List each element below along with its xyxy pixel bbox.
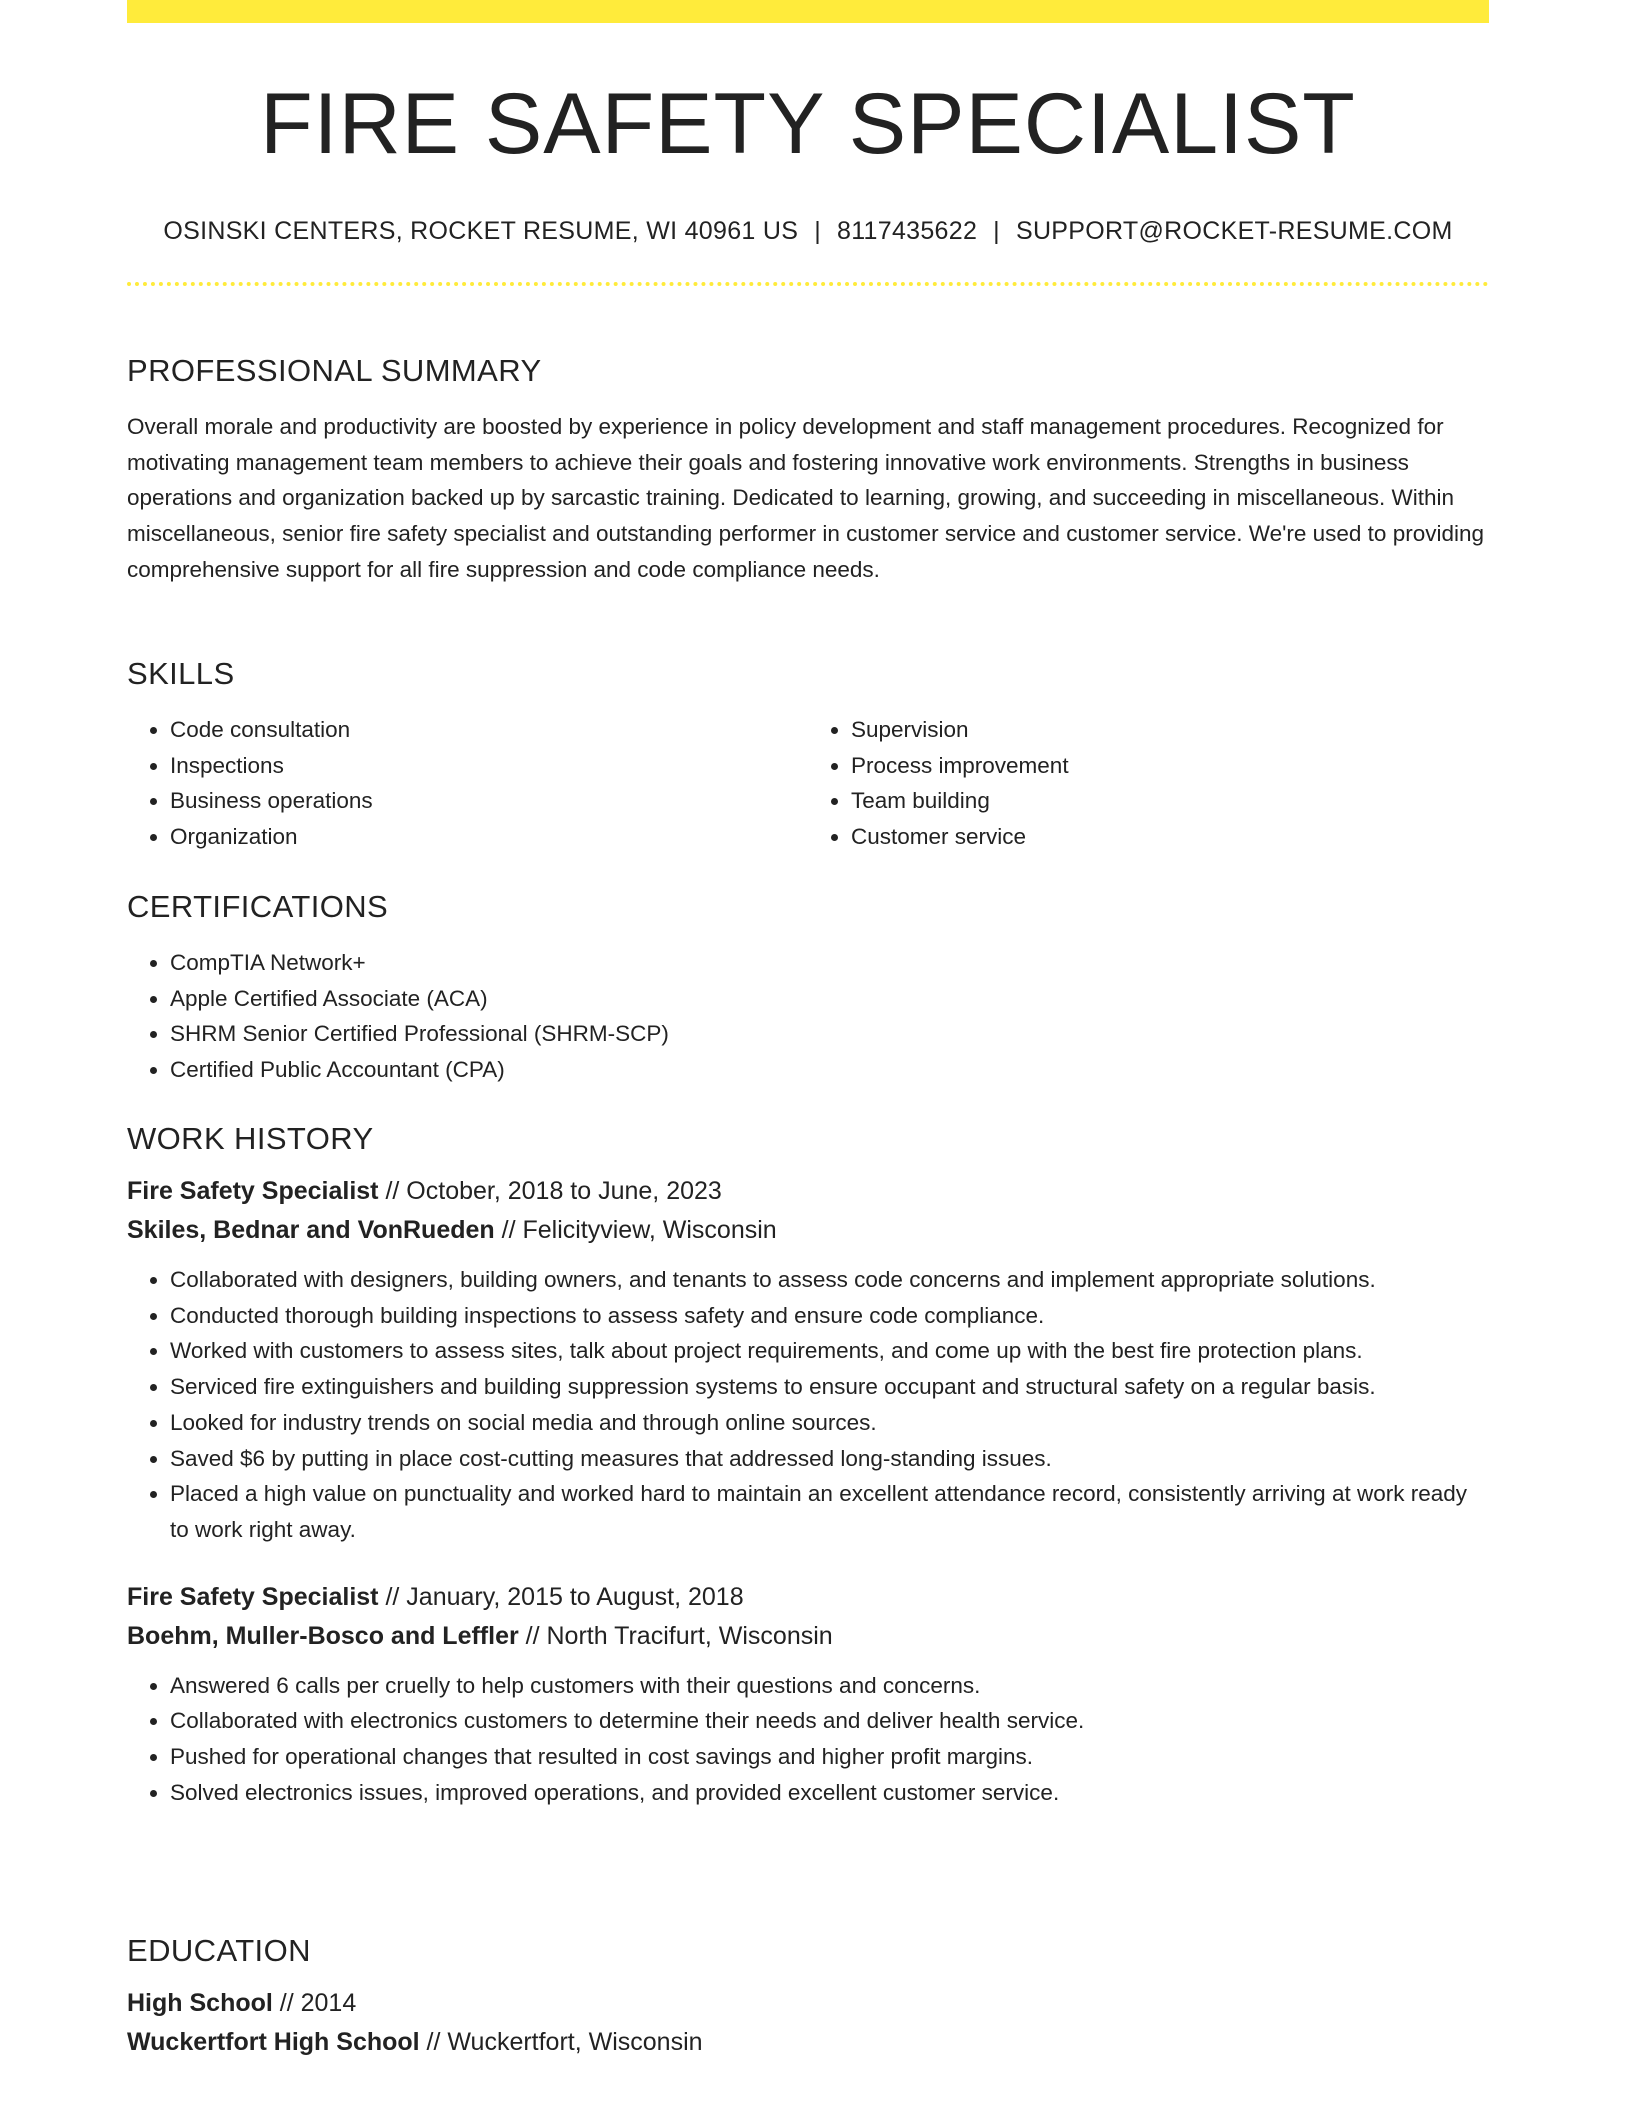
skills-section bbox=[127, 658, 1489, 855]
certifications-section bbox=[127, 891, 1489, 1088]
list-item: • Certified Public Accountant (CPA) bbox=[170, 1052, 1489, 1088]
contact-separator: | bbox=[993, 217, 1000, 245]
section-title-certifications: CERTIFICATIONS bbox=[127, 889, 389, 924]
job-company-line bbox=[127, 1617, 1489, 1656]
list-item: • Customer service bbox=[851, 819, 1489, 855]
job-entry bbox=[127, 1578, 1489, 1811]
list-item: • Pushed for operational changes that resulted in cost savings and higher profit margins. bbox=[170, 1739, 1489, 1775]
section-title-summary: PROFESSIONAL SUMMARY bbox=[127, 353, 542, 388]
dotted-divider bbox=[127, 282, 1489, 286]
job-entry bbox=[127, 1172, 1489, 1548]
top-accent-bar bbox=[127, 0, 1489, 23]
job-dates: // October, 2018 to June, 2023 bbox=[378, 1177, 722, 1205]
education-location: // Wuckertfort, Wisconsin bbox=[419, 2028, 703, 2056]
job-location: // North Tracifurt, Wisconsin bbox=[518, 1621, 833, 1650]
section-title-work-history: WORK HISTORY bbox=[127, 1121, 374, 1156]
job-title-line bbox=[127, 1578, 1489, 1617]
contact-phone: 8117435622 bbox=[836, 217, 978, 245]
list-item: • Conducted thorough building inspections to assess safety and ensure code compliance. bbox=[170, 1298, 1489, 1334]
list-item: • Organization bbox=[170, 819, 808, 855]
job-bullets bbox=[127, 1262, 1489, 1548]
list-item: • Inspections bbox=[170, 748, 808, 784]
list-item: • Team building bbox=[851, 783, 1489, 819]
work-history-section bbox=[127, 1123, 1489, 1810]
job-company-line bbox=[127, 1211, 1489, 1250]
job-company: Skiles, Bednar and VonRueden bbox=[127, 1216, 495, 1244]
list-item: • Collaborated with electronics customers to determine their needs and deliver health service. bbox=[170, 1703, 1489, 1739]
job-role: Fire Safety Specialist bbox=[127, 1177, 379, 1205]
list-item: • CompTIA Network+ bbox=[170, 945, 1489, 981]
summary-section bbox=[127, 355, 1489, 588]
list-item: • Process improvement bbox=[851, 748, 1489, 784]
list-item: • Saved $6 by putting in place cost-cutting measures that addressed long-standing issues. bbox=[170, 1441, 1489, 1477]
resume-title: FIRE SAFETY SPECIALIST bbox=[260, 76, 1356, 172]
education-degree-line bbox=[127, 1984, 1489, 2023]
list-item: • Worked with customers to assess sites, talk about project requirements, and come up with the best fire protection plans. bbox=[170, 1333, 1489, 1369]
list-item: • Apple Certified Associate (ACA) bbox=[170, 981, 1489, 1017]
list-item: • Placed a high value on punctuality and worked hard to maintain an excellent attendance record, consistently arriving at work ready to work right away. bbox=[170, 1476, 1489, 1547]
education-section bbox=[127, 1935, 1489, 2062]
section-title-skills: SKILLS bbox=[127, 656, 235, 691]
education-school-line bbox=[127, 2023, 1489, 2062]
list-item: • Supervision bbox=[851, 712, 1489, 748]
list-item: • Looked for industry trends on social media and through online sources. bbox=[170, 1405, 1489, 1441]
certifications-list bbox=[127, 945, 1489, 1088]
job-role: Fire Safety Specialist bbox=[127, 1582, 379, 1611]
skills-list-right bbox=[808, 712, 1489, 855]
job-bullets bbox=[127, 1668, 1489, 1811]
contact-line bbox=[127, 219, 1489, 244]
education-year: // 2014 bbox=[272, 1989, 357, 2017]
list-item: • Business operations bbox=[170, 783, 808, 819]
contact-separator: | bbox=[814, 217, 821, 245]
contact-address: OSINSKI CENTERS, ROCKET RESUME, WI 40961 US bbox=[163, 217, 799, 245]
resume-page bbox=[127, 0, 1489, 2056]
skills-grid bbox=[127, 712, 1489, 855]
job-company: Boehm, Muller-Bosco and Leffler bbox=[127, 1621, 519, 1650]
section-title-education: EDUCATION bbox=[127, 1933, 311, 1968]
education-school: Wuckertfort High School bbox=[127, 2028, 420, 2056]
list-item: • Solved electronics issues, improved operations, and provided excellent customer service. bbox=[170, 1775, 1489, 1811]
education-degree: High School bbox=[127, 1989, 273, 2017]
list-item: • Code consultation bbox=[170, 712, 808, 748]
summary-text: Overall morale and productivity are boosted by experience in policy development and staff management procedures. Recognized for motivating management team members to achieve their goals and fostering innovative work environments. Strengths in business operations and organization backed up by sarcastic training. Dedicated to learning, growing, and succeeding in miscellaneous. Within miscellaneous, senior fire safety specialist and outstanding performer in customer service and customer service. We're used to providing comprehensive support for all fire suppression and code compliance needs. bbox=[127, 414, 1485, 582]
skills-list-left bbox=[127, 712, 808, 855]
list-item: • Answered 6 calls per cruelly to help customers with their questions and concerns. bbox=[170, 1668, 1489, 1704]
job-dates: // January, 2015 to August, 2018 bbox=[378, 1582, 744, 1611]
list-item: • Collaborated with designers, building owners, and tenants to assess code concerns and implement appropriate solutions. bbox=[170, 1262, 1489, 1298]
education-entry bbox=[127, 1984, 1489, 2062]
list-item: • SHRM Senior Certified Professional (SHRM-SCP) bbox=[170, 1016, 1489, 1052]
job-location: // Felicityview, Wisconsin bbox=[494, 1216, 777, 1244]
list-item: • Serviced fire extinguishers and building suppression systems to ensure occupant and structural safety on a regular basis. bbox=[170, 1369, 1489, 1405]
contact-email: SUPPORT@ROCKET-RESUME.COM bbox=[1015, 217, 1453, 245]
job-title-line bbox=[127, 1172, 1489, 1211]
